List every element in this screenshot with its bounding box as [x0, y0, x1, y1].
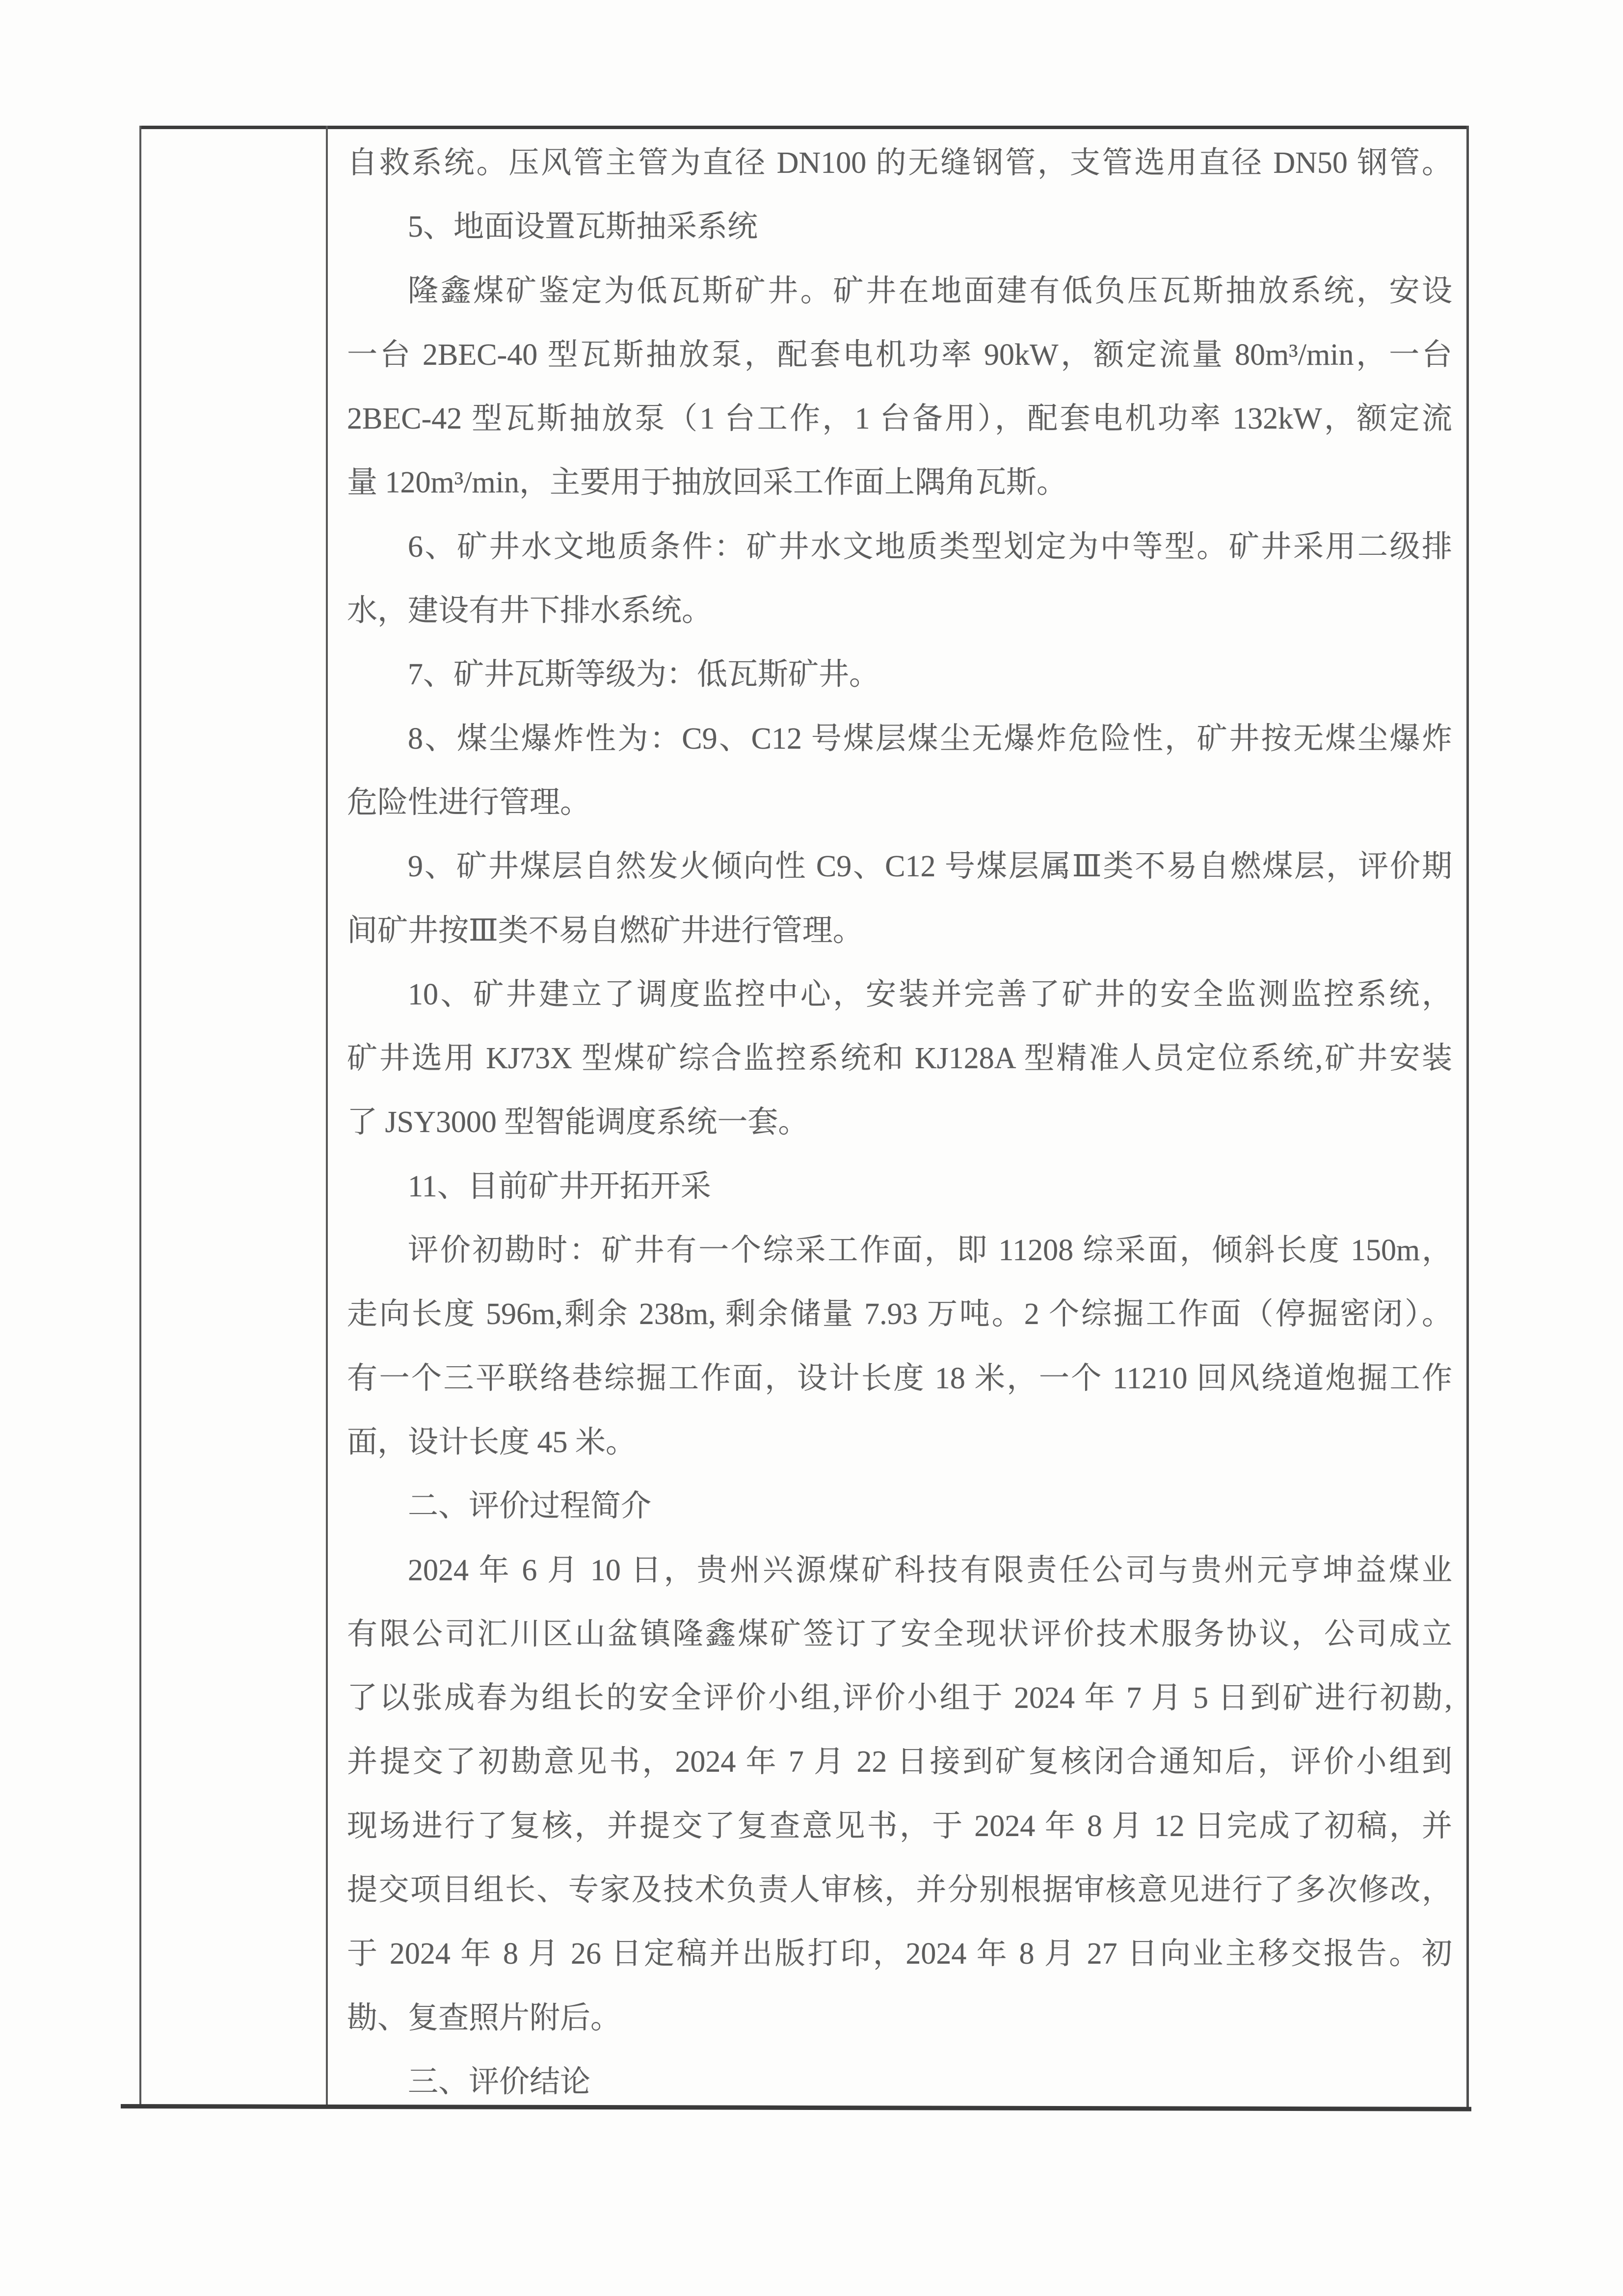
text-line: 现场进行了复核，并提交了复查意见书，于 2024 年 8 月 12 日完成了初稿，并	[347, 1809, 1452, 1843]
text-line: 并提交了初勘意见书，2024 年 7 月 22 日接到矿复核闭合通知后，评价小组到	[347, 1745, 1452, 1779]
text-line: 了 JSY3000 型智能调度系统一套。	[347, 1106, 809, 1139]
text-line: 11、目前矿井开拓开采	[408, 1169, 711, 1203]
text-line: 10、矿井建立了调度监控中心，安装并完善了矿井的安全监测监控系统，	[408, 977, 1452, 1011]
text-line: 自救系统。压风管主管为直径 DN100 的无缝钢管，支管选用直径 DN50 钢管。	[347, 146, 1452, 180]
text-line: 6、矿井水文地质条件：矿井水文地质类型划定为中等型。矿井采用二级排	[408, 530, 1452, 564]
text-line: 隆鑫煤矿鉴定为低瓦斯矿井。矿井在地面建有低负压瓦斯抽放系统，安设	[408, 274, 1452, 308]
text-line: 一台 2BEC-40 型瓦斯抽放泵，配套电机功率 90kW，额定流量 80m³/min，一台	[347, 338, 1452, 372]
table-top-border	[139, 126, 1469, 129]
text-line: 提交项目组长、专家及技术负责人审核，并分别根据审核意见进行了多次修改，	[347, 1873, 1452, 1907]
table-column-divider	[326, 126, 328, 2107]
text-line: 5、地面设置瓦斯抽采系统	[408, 210, 758, 244]
text-line: 水，建设有井下排水系统。	[347, 594, 713, 628]
table-right-border	[1466, 126, 1469, 2107]
text-line: 面，设计长度 45 米。	[347, 1425, 637, 1459]
text-line: 有限公司汇川区山盆镇隆鑫煤矿签订了安全现状评价技术服务协议，公司成立	[347, 1617, 1452, 1651]
text-line: 危险性进行管理。	[347, 785, 591, 819]
text-line: 走向长度 596m,剩余 238m, 剩余储量 7.93 万吨。2 个综掘工作面（停掘密闭）。	[347, 1297, 1452, 1331]
text-line: 勘、复查照片附后。	[347, 2001, 621, 2035]
text-line: 2BEC-42 型瓦斯抽放泵（1 台工作，1 台备用），配套电机功率 132kW，额定流	[347, 402, 1452, 436]
text-line: 9、矿井煤层自然发火倾向性 C9、C12 号煤层属Ⅲ类不易自燃煤层，评价期	[408, 850, 1452, 884]
text-line: 评价初勘时：矿井有一个综采工作面，即 11208 综采面，倾斜长度 150m，	[408, 1234, 1452, 1268]
text-line: 三、评价结论	[408, 2065, 591, 2099]
text-line: 有一个三平联络巷综掘工作面，设计长度 18 米，一个 11210 回风绕道炮掘工作	[347, 1361, 1452, 1395]
table-content-cell	[347, 131, 1452, 2114]
text-line: 量 120m³/min，主要用于抽放回采工作面上隅角瓦斯。	[347, 466, 1067, 500]
text-line: 了以张成春为组长的安全评价小组,评价小组于 2024 年 7 月 5 日到矿进行初勘,	[347, 1681, 1452, 1715]
text-line: 8、煤尘爆炸性为：C9、C12 号煤层煤尘无爆炸危险性，矿井按无煤尘爆炸	[408, 722, 1452, 756]
text-line: 2024 年 6 月 10 日，贵州兴源煤矿科技有限责任公司与贵州元亨坤益煤业	[408, 1553, 1452, 1587]
table-row-header-cell-empty	[141, 129, 326, 2104]
text-line: 7、矿井瓦斯等级为：低瓦斯矿井。	[408, 658, 880, 692]
text-line: 间矿井按Ⅲ类不易自燃矿井进行管理。	[347, 914, 863, 947]
text-line: 矿井选用 KJ73X 型煤矿综合监控系统和 KJ128A 型精准人员定位系统,矿井安装	[347, 1042, 1452, 1076]
text-line: 二、评价过程简介	[408, 1489, 652, 1523]
text-line: 于 2024 年 8 月 26 日定稿并出版打印，2024 年 8 月 27 日向业主移交报告。初	[347, 1937, 1452, 1971]
